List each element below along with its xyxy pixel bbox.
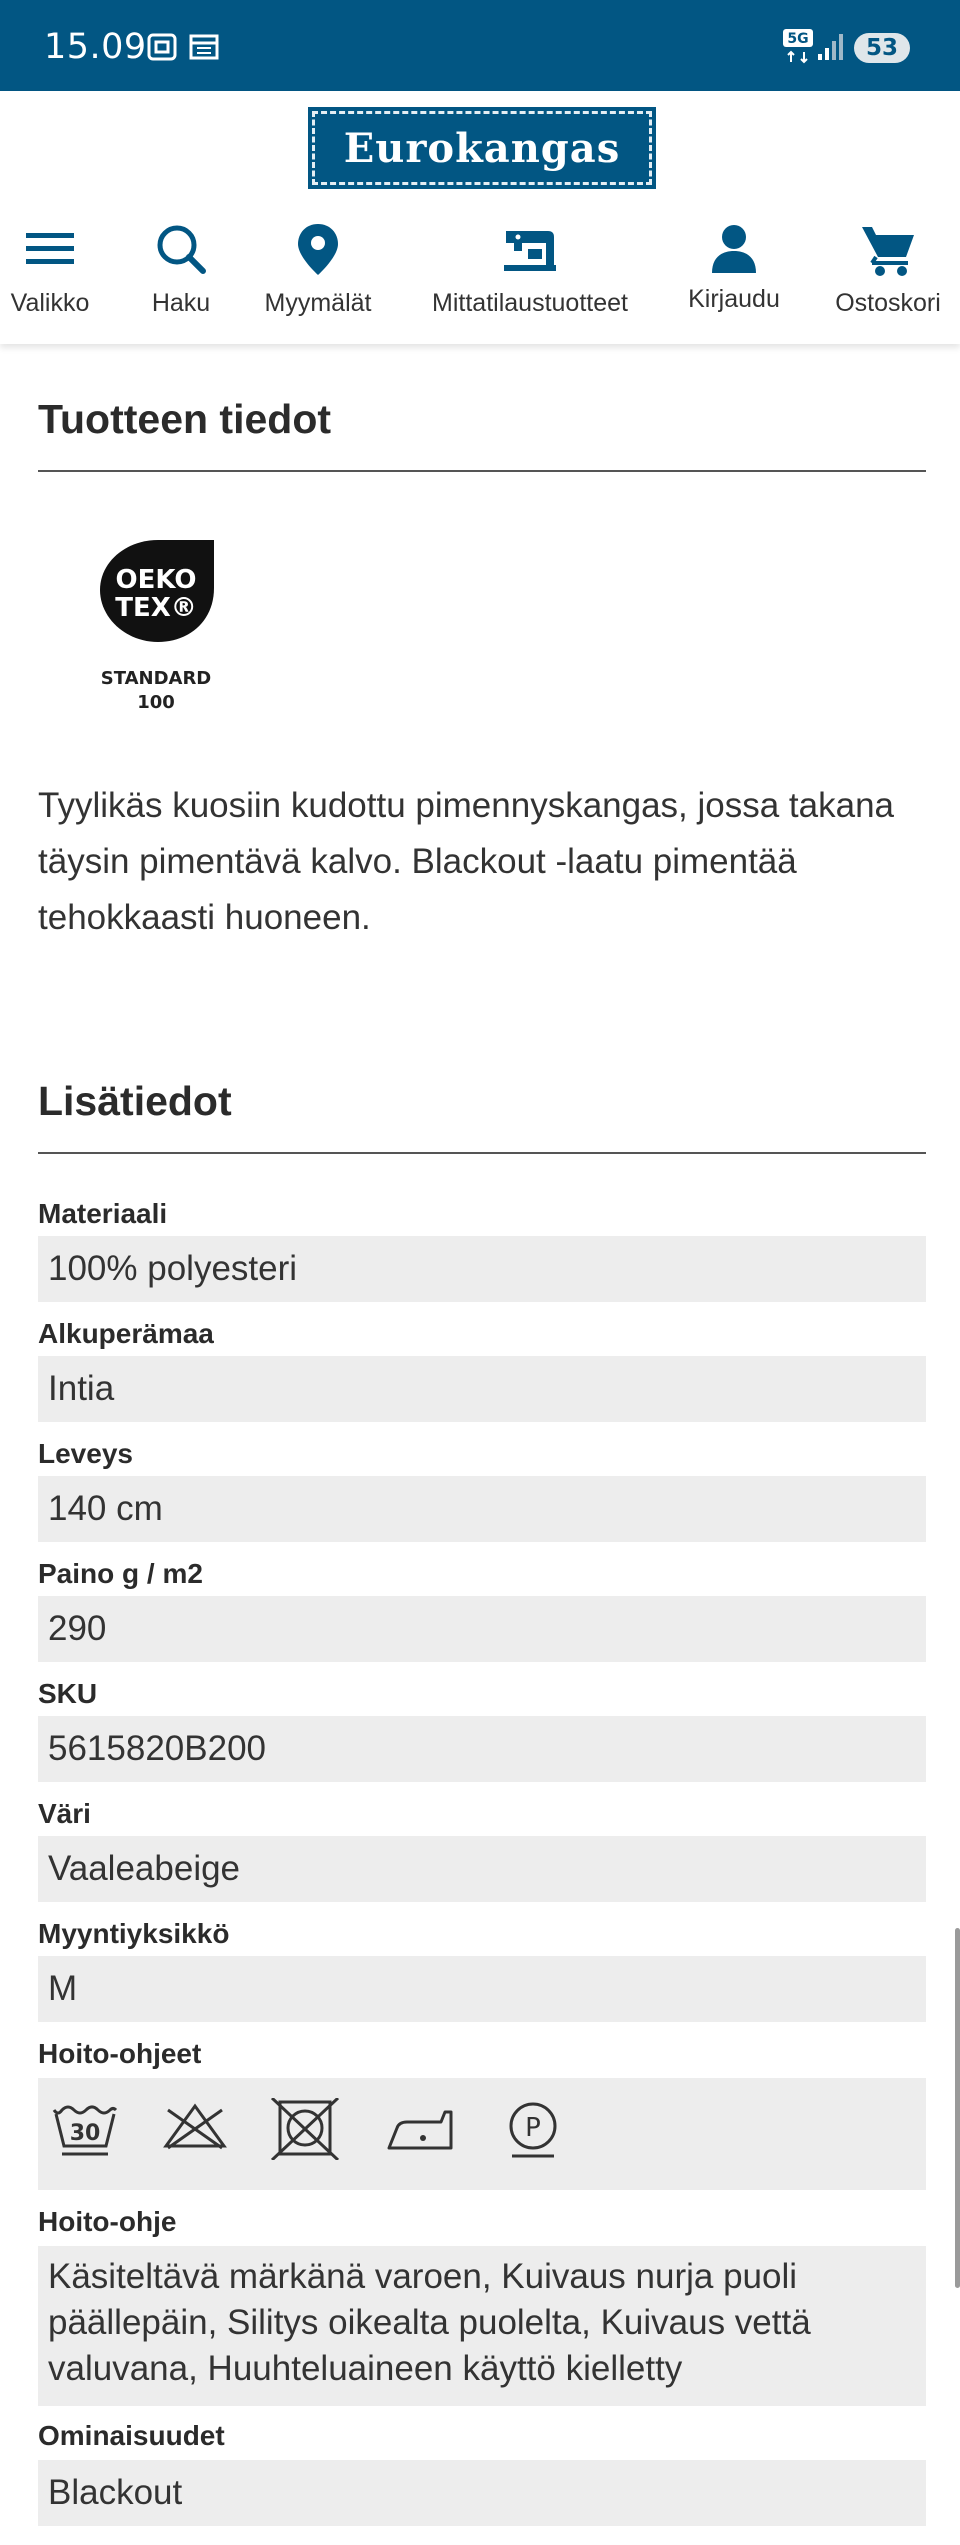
- care-text-label: Hoito-ohje: [38, 2206, 177, 2237]
- details-divider: [38, 1152, 926, 1154]
- attr-sku-box: [38, 1716, 926, 1782]
- attr-width-label: Leveys: [38, 1438, 133, 1469]
- attr-unit-label: Myyntiyksikkö: [38, 1918, 230, 1949]
- care-text-value: Käsiteltävä märkänä varoen, Kuivaus nurja puoli päällepäin, Silitys oikealta puolelta, Kuivaus vettä valuvana, Huuhteluaineen käyttö kielletty: [48, 2257, 811, 2388]
- attr-color-box: [38, 1836, 926, 1902]
- scrollbar[interactable]: [955, 1928, 960, 2288]
- nav-search-label: Haku: [151, 289, 211, 317]
- attr-material-value: 100% polyesteri: [48, 1249, 298, 1288]
- nav-menu[interactable]: [0, 221, 100, 331]
- dry-clean-p-icon: [498, 2098, 568, 2160]
- attr-material-label: Materiaali: [38, 1198, 168, 1229]
- location-pin-icon: [290, 221, 346, 277]
- badge-line1: OEKO: [115, 565, 197, 595]
- attr-color-label: Väri: [38, 1798, 91, 1829]
- nav-stores[interactable]: [258, 221, 378, 331]
- attr-weight-box: [38, 1596, 926, 1662]
- nav-login-label: Kirjaudu: [688, 285, 780, 313]
- attr-material-box: [38, 1236, 926, 1302]
- nav-custom-products[interactable]: [420, 221, 640, 331]
- attr-color-value: Vaaleabeige: [48, 1849, 241, 1888]
- wash-temp: 30: [69, 2121, 101, 2146]
- product-info-title: Tuotteen tiedot: [38, 396, 332, 442]
- nav-search[interactable]: [131, 221, 231, 331]
- attr-weight-label: Paino g / m2: [38, 1558, 203, 1589]
- attr-width-value: 140 cm: [48, 1489, 163, 1528]
- eurokangas-logo[interactable]: [312, 111, 652, 185]
- badge-line4: 100: [137, 692, 175, 713]
- dry-clean-letter: P: [525, 2113, 541, 2143]
- attr-sku-label: SKU: [38, 1678, 98, 1709]
- battery-indicator: 53: [854, 33, 910, 63]
- attr-origin-label: Alkuperämaa: [38, 1318, 214, 1349]
- attr-sku-value: 5615820B200: [48, 1729, 266, 1768]
- features-box: [38, 2460, 926, 2526]
- calendar-icon: [188, 32, 220, 62]
- care-text-box: [38, 2246, 926, 2406]
- status-time: 15.09: [44, 27, 147, 67]
- logo-text: Eurokangas: [343, 124, 621, 172]
- status-bar: [0, 0, 960, 91]
- network-5g-icon: [782, 28, 814, 64]
- product-description: Tyylikäs kuosiin kudottu pimennyskangas, jossa takana täysin pimentävä kalvo. Blackout -laatu pimentää tehokkaasti huoneen.: [38, 786, 895, 937]
- user-icon: [706, 221, 762, 277]
- attr-origin-value: Intia: [48, 1369, 115, 1408]
- nav-menu-label: Valikko: [10, 289, 90, 317]
- menu-icon: [22, 221, 78, 277]
- wash-30-icon: [50, 2098, 120, 2160]
- oeko-tex-badge: [88, 538, 228, 718]
- attr-origin-box: [38, 1356, 926, 1422]
- nav-login[interactable]: [684, 221, 784, 331]
- nav-stores-label: Myymälät: [264, 289, 372, 317]
- nav-cart-label: Ostoskori: [835, 289, 941, 317]
- signal-icon: [816, 32, 846, 62]
- sewing-machine-icon: [502, 221, 558, 277]
- care-icons-label: Hoito-ohjeet: [38, 2038, 202, 2069]
- nav-cart[interactable]: [828, 221, 948, 331]
- screenshot-icon: [146, 32, 178, 62]
- badge-line3: STANDARD: [100, 668, 212, 689]
- iron-low-icon: [385, 2098, 455, 2160]
- features-label: Ominaisuudet: [38, 2420, 225, 2451]
- no-bleach-icon: [160, 2098, 230, 2160]
- search-icon: [153, 221, 209, 277]
- attr-width-box: [38, 1476, 926, 1542]
- product-info-divider: [38, 470, 926, 472]
- badge-line2: TEX®: [115, 593, 197, 623]
- details-title: Lisätiedot: [38, 1078, 232, 1124]
- network-label: 5G: [787, 31, 809, 47]
- cart-icon: [860, 221, 916, 277]
- attr-weight-value: 290: [48, 1609, 107, 1648]
- no-tumble-dry-icon: [270, 2098, 340, 2160]
- attr-unit-value: M: [48, 1969, 78, 2008]
- attr-unit-box: [38, 1956, 926, 2022]
- site-header: [0, 91, 960, 344]
- features-value: Blackout: [48, 2473, 183, 2512]
- nav-custom-products-label: Mittatilaustuotteet: [432, 289, 628, 317]
